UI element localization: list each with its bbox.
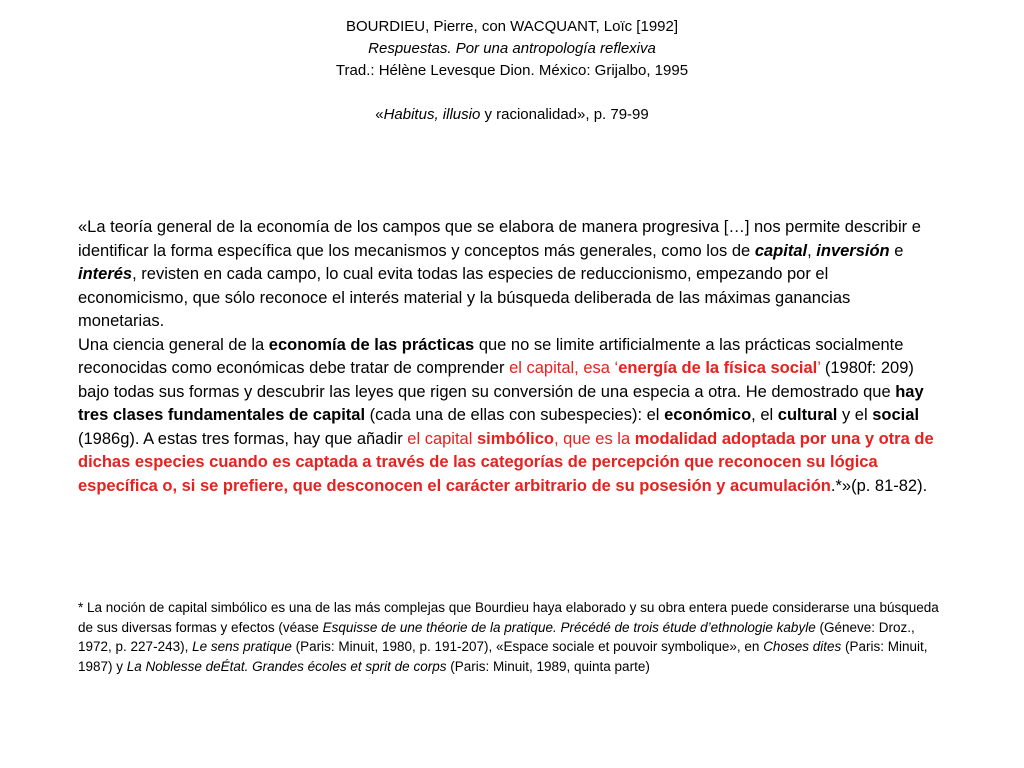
- footnote-text-part: (Paris: Minuit, 1989, quinta parte): [446, 658, 650, 674]
- chapter-reference: [0, 104, 1024, 126]
- term-tres-clases: hay tres clases fundamentales de capital: [78, 382, 924, 424]
- quote-text: (1986g). A estas tres formas, hay que añadir: [78, 429, 408, 448]
- term-interes: interés: [78, 265, 133, 283]
- footnote-title-noblesse: La Noblesse deÉtat. Grandes écoles et sprit de corps: [126, 658, 447, 674]
- quote-text: Una ciencia general de la: [78, 335, 269, 354]
- quote-text: ,: [807, 241, 817, 260]
- citation-book-title: [0, 38, 1024, 60]
- book-title-italic: Respuestas. Por una antropología reflexiva: [368, 40, 656, 57]
- highlight-text: , que es la: [554, 429, 635, 448]
- term-cultural: cultural: [777, 406, 838, 424]
- highlight-text: el capital, esa ‘: [509, 359, 619, 377]
- term-economico: económico: [664, 406, 752, 424]
- chapter-open-quote: «: [375, 106, 384, 123]
- footnote-intro: * La noción de capital simbólico es una de las más complejas que Bourdieu haya elaborado y su obra entera puede considerarse una búsqueda de sus diversas formas y efectos (véase: [78, 600, 939, 635]
- footnote-text: [78, 598, 940, 676]
- footnote-title-sens-pratique: Le sens pratique: [192, 639, 292, 654]
- quote-text: , el: [751, 406, 778, 424]
- term-capital: capital: [754, 241, 808, 260]
- quote-paragraph-1: [78, 216, 940, 334]
- highlight-text: ’: [817, 359, 821, 377]
- footnote-title-choses-dites: Choses dites: [763, 639, 842, 654]
- quote-end: .*»(p. 81-82).: [830, 476, 928, 495]
- citation-header: [0, 16, 1024, 126]
- quote-text: (1980f: 209) bajo todas sus formas y descubrir las leyes que rigen su conversión de una especia a otra. He demostrado que: [78, 359, 914, 401]
- quote-block: [78, 216, 940, 498]
- quote-text: e: [889, 241, 904, 260]
- term-inversion: inversión: [816, 241, 890, 260]
- footnote-text-part: (Paris: Minuit, 1980, p. 191-207), «Espace sociale et pouvoir symbolique», en: [291, 639, 764, 654]
- highlight-modalidad: modalidad adoptada por una y otra de dichas especies cuando es captada a través de las categorías de percepción que reconocen su lógica específica o, si se prefiere, que desconocen el carácter arbitrario de su posesión y acumulación: [78, 429, 934, 495]
- quote-text: «La teoría general de la economía de los campos que se elabora de manera progresiva […] nos permite describir e identificar la forma específica que los mecanismos y conceptos más generales, como los de: [78, 218, 921, 260]
- quote-text: y el: [837, 406, 873, 424]
- term-simbolico: simbólico: [477, 429, 555, 448]
- citation-translation: Trad.: Hélène Levesque Dion. México: Grijalbo, 1995: [335, 62, 689, 79]
- footnote-text-part: (Géneve: Droz., 1972, p. 227-243),: [78, 619, 915, 654]
- chapter-rest: y racionalidad», p. 79-99: [480, 106, 649, 123]
- citation-authors: BOURDIEU, Pierre, con WACQUANT, Loïc [1992]: [345, 18, 679, 35]
- quote-text: que no se limite artificialmente a las prácticas socialmente reconocidas como económicas debe tratar de comprender: [78, 335, 904, 377]
- quote-paragraph-2: [78, 334, 940, 499]
- header-gap: [0, 82, 1024, 104]
- term-social: social: [872, 406, 920, 424]
- footnote-text-part: (Paris: Minuit, 1987) y: [78, 639, 928, 674]
- chapter-italic: Habitus, illusio: [383, 106, 481, 123]
- quote-text: (cada una de ellas con subespecies): el: [365, 406, 665, 424]
- footnote-title-esquisse: Esquisse de une théorie de la pratique. Précédé de trois étude d’ethnologie kabyle: [322, 619, 816, 635]
- highlight-energia-fisica-social: energía de la física social: [618, 359, 818, 377]
- highlight-text: el capital: [407, 429, 477, 448]
- footnote: [78, 598, 940, 676]
- term-economia-practicas: economía de las prácticas: [268, 335, 475, 354]
- highlight-capital-energia: [509, 359, 820, 377]
- quote-text: , revisten en cada campo, lo cual evita todas las especies de reduccionismo, empezando por el economicismo, que sólo reconoce el interés material y la búsqueda deliberada de las máximas ganancias monetarias.: [78, 265, 851, 330]
